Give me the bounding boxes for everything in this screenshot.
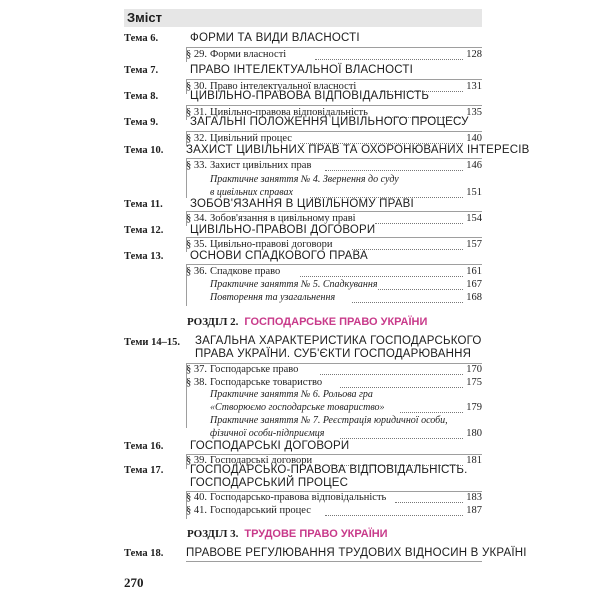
topic-title: ЗАГАЛЬНІ ПОЛОЖЕННЯ ЦИВІЛЬНОГО ПРОЦЕСУ <box>190 116 469 128</box>
section-entry: § 29. Форми власності <box>186 49 287 60</box>
page-ref: 181 <box>466 455 482 466</box>
toc-header-title: Зміст <box>127 10 162 25</box>
topic-label: Тема 7. <box>124 65 159 76</box>
topic-label: Тема 6. <box>124 33 159 44</box>
page-ref: 140 <box>466 133 482 144</box>
page-ref: 168 <box>466 292 482 303</box>
rule <box>186 105 482 106</box>
page-ref: 161 <box>466 266 482 277</box>
practical-entry: фізичної особи-підприємця <box>210 428 325 439</box>
page-ref: 175 <box>466 377 482 388</box>
rule <box>186 79 482 80</box>
practical-entry: Повторення та узагальнення <box>210 292 336 303</box>
leader-dots <box>340 438 463 439</box>
rule <box>186 561 482 562</box>
leader-dots <box>315 59 463 60</box>
section-entry: § 32. Цивільний процес <box>186 133 292 144</box>
topic-title: ЦИВІЛЬНО-ПРАВОВІ ДОГОВОРИ <box>190 224 376 236</box>
page-ref: 179 <box>466 402 482 413</box>
practical-entry: Практичне заняття № 6. Рольова гра <box>210 389 373 400</box>
topic-label: Тема 13. <box>124 251 164 262</box>
rule <box>186 47 482 48</box>
section-entry: § 40. Господарсько-правова відповідальність <box>186 492 387 503</box>
topic-label: Тема 10. <box>124 145 164 156</box>
practical-entry: в цивільних справах <box>210 187 293 198</box>
leader-dots <box>325 515 463 516</box>
practical-entry: Практичне заняття № 4. Звернення до суду <box>210 174 399 185</box>
toc-header <box>124 9 482 27</box>
section-entry: § 38. Господарське товариство <box>186 377 323 388</box>
leader-dots <box>400 412 463 413</box>
leader-dots <box>375 223 463 224</box>
section-entry: § 41. Господарський процес <box>186 505 311 516</box>
page-ref: 157 <box>466 239 482 250</box>
leader-dots <box>378 289 463 290</box>
topic-label: Тема 18. <box>124 548 164 559</box>
rule <box>186 211 482 212</box>
page-ref: 146 <box>466 160 482 171</box>
page-ref: 128 <box>466 49 482 60</box>
section-entry: § 36. Спадкове право <box>186 266 281 277</box>
topic-label: Тема 16. <box>124 441 164 452</box>
rule <box>186 131 482 132</box>
page-ref: 135 <box>466 107 482 118</box>
topic-title: ГОСПОДАРСЬКІ ДОГОВОРИ <box>190 440 350 452</box>
topic-title: ПРАВО ІНТЕЛЕКТУАЛЬНОЇ ВЛАСНОСТІ <box>190 64 413 76</box>
topic-title: ГОСПОДАРСЬКИЙ ПРОЦЕС <box>190 477 349 489</box>
section-entry: § 33. Захист цивільних прав <box>186 160 312 171</box>
practical-entry: Практичне заняття № 5. Спадкування <box>210 279 378 290</box>
topic-title: ПРАВА УКРАЇНИ. СУБ'ЄКТИ ГОСПОДАРЮВАННЯ <box>195 348 472 360</box>
topic-label: Тема 8. <box>124 91 159 102</box>
leader-dots <box>325 170 463 171</box>
page-number: 270 <box>124 575 144 590</box>
page-ref: 183 <box>466 492 482 503</box>
topic-title: ОСНОВИ СПАДКОВОГО ПРАВА <box>190 250 368 262</box>
section-entry: § 37. Господарське право <box>186 364 299 375</box>
rule <box>186 158 482 159</box>
topic-title: ЗАХИСТ ЦИВІЛЬНИХ ПРАВ ТА ОХОРОНЮВАНИХ ІНТЕРЕСІВ <box>186 144 530 156</box>
leader-dots <box>395 502 463 503</box>
section-entry: § 39. Господарські договори <box>186 455 313 466</box>
topic-label: Тема 11. <box>124 199 163 210</box>
page-ref: 154 <box>466 213 482 224</box>
page-ref: 170 <box>466 364 482 375</box>
topic-title: ГОСПОДАРСЬКО-ПРАВОВА ВІДПОВІДАЛЬНІСТЬ. <box>190 464 468 476</box>
topic-label: Теми 14–15. <box>124 337 180 348</box>
topic-title: ФОРМИ ТА ВИДИ ВЛАСНОСТІ <box>190 32 360 44</box>
topic-label: Тема 12. <box>124 225 164 236</box>
practical-entry: Практичне заняття № 7. Реєстрація юридичної особи, <box>210 415 448 426</box>
page-ref: 167 <box>466 279 482 290</box>
topic-label: Тема 9. <box>124 117 159 128</box>
practical-entry: «Створюємо господарське товариство» <box>210 402 385 413</box>
page-ref: 180 <box>466 428 482 439</box>
section-entry: § 35. Цивільно-правові договори <box>186 239 333 250</box>
section-entry: § 30. Право інтелектуальної власності <box>186 81 357 92</box>
topic-title: ЗАГАЛЬНА ХАРАКТЕРИСТИКА ГОСПОДАРСЬКОГО <box>195 335 482 347</box>
topic-label: Тема 17. <box>124 465 164 476</box>
chapter-heading: РОЗДІЛ 3. ТРУДОВЕ ПРАВО УКРАЇНИ <box>187 528 388 540</box>
leader-dots <box>320 374 463 375</box>
page-ref: 187 <box>466 505 482 516</box>
topic-title: ЗОБОВ'ЯЗАННЯ В ЦИВІЛЬНОМУ ПРАВІ <box>190 198 414 210</box>
leader-dots <box>340 387 463 388</box>
page-ref: 131 <box>466 81 482 92</box>
chapter-heading: РОЗДІЛ 2. ГОСПОДАРСЬКЕ ПРАВО УКРАЇНИ <box>187 316 428 328</box>
topic-title: ПРАВОВЕ РЕГУЛЮВАННЯ ТРУДОВИХ ВІДНОСИН В УКРАЇНІ <box>186 547 527 559</box>
topic-title: ЦИВІЛЬНО-ПРАВОВА ВІДПОВІДАЛЬНІСТЬ <box>190 90 430 102</box>
section-entry: § 34. Зобов'язання в цивільному праві <box>186 213 356 224</box>
leader-dots <box>352 302 463 303</box>
section-entry: § 31. Цивільно-правова відповідальність <box>186 107 368 118</box>
page-ref: 151 <box>466 187 482 198</box>
leader-dots <box>352 249 463 250</box>
leader-dots <box>300 276 463 277</box>
rule <box>186 264 482 265</box>
rule <box>186 237 482 238</box>
